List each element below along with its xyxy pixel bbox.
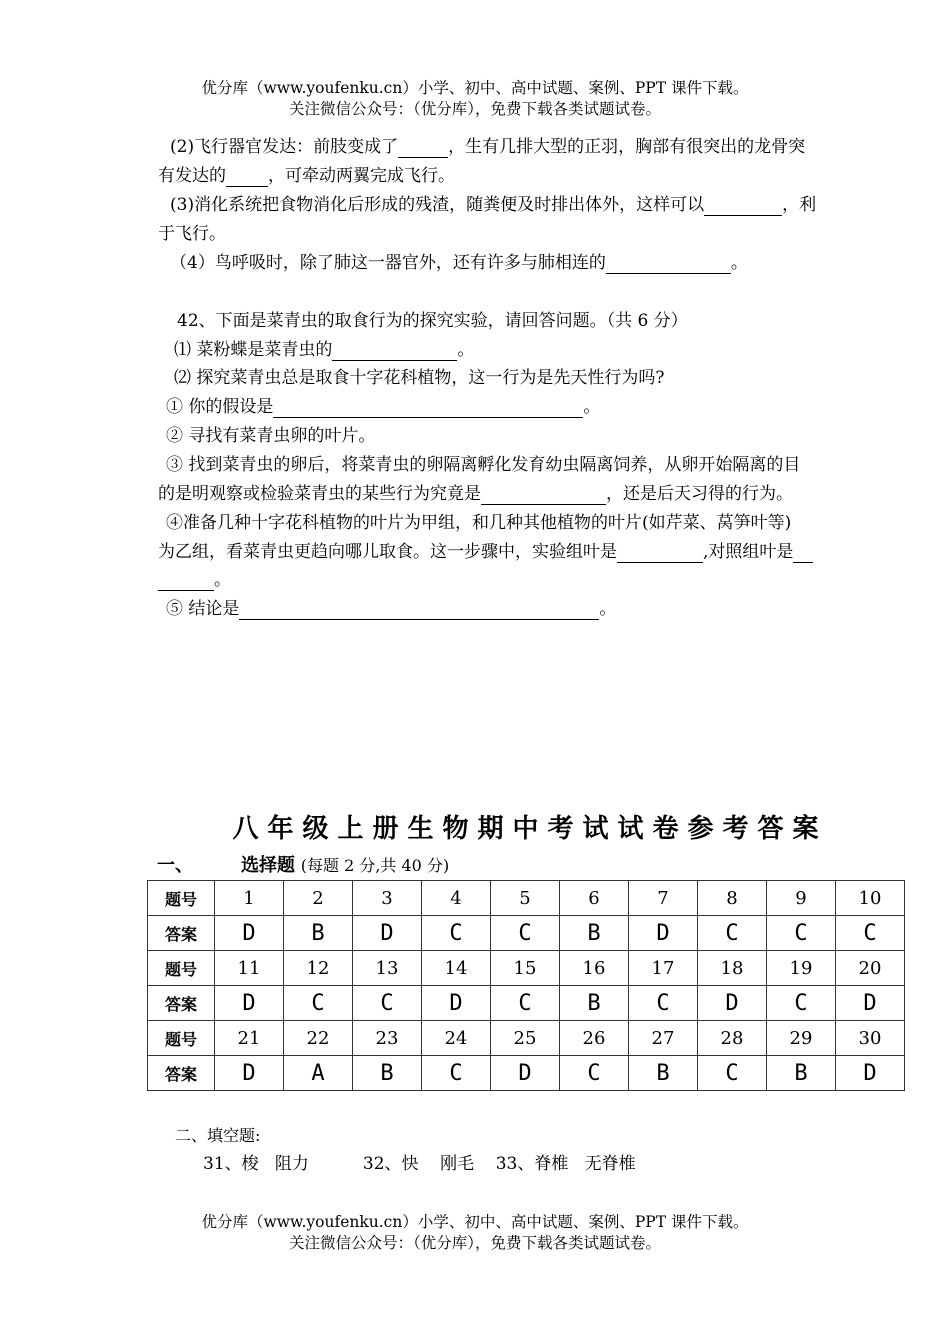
question-number: 18 <box>698 951 767 986</box>
q42-step4-line3: 。 <box>158 569 231 591</box>
q41-part4: （4）鸟呼吸时，除了肺这一器官外，还有许多与肺相连的 。 <box>170 253 748 273</box>
answer-letter: D <box>698 986 767 1021</box>
answer-letter: C <box>284 986 353 1021</box>
blank <box>481 486 606 505</box>
blank <box>704 197 782 216</box>
question-number: 4 <box>422 881 491 916</box>
question-number: 5 <box>491 881 560 916</box>
question-number: 25 <box>491 1021 560 1056</box>
answer-letter: D <box>629 916 698 951</box>
answer-letter: B <box>560 916 629 951</box>
blank <box>793 544 813 563</box>
answer-letter: B <box>353 1056 422 1091</box>
question-number: 3 <box>353 881 422 916</box>
answer-table <box>147 880 905 1091</box>
q42-step5: ⑤ 结论是 。 <box>166 599 617 619</box>
blank <box>239 601 599 620</box>
question-number: 28 <box>698 1021 767 1056</box>
q42-step4-line2: 为乙组，看菜青虫更趋向哪儿取食。这一步骤中，实验组叶是 ,对照组叶是 <box>158 541 813 563</box>
row-label: 题号 <box>148 881 215 916</box>
q42-sub1: ⑴ 菜粉蝶是菜青虫的 。 <box>174 340 475 360</box>
question-number: 13 <box>353 951 422 986</box>
answer-letter: C <box>836 916 905 951</box>
answer-letter: C <box>353 986 422 1021</box>
q42-step3-line1: ③ 找到菜青虫的卵后，将菜青虫的卵隔离孵化发育幼虫隔离饲养，从卵开始隔离的目 <box>166 455 801 475</box>
blank <box>158 572 214 591</box>
question-number: 2 <box>284 881 353 916</box>
answer-letter: C <box>491 986 560 1021</box>
question-number: 16 <box>560 951 629 986</box>
table-row <box>148 986 905 1021</box>
q42-step1: ① 你的假设是 。 <box>166 397 601 417</box>
question-number: 19 <box>767 951 836 986</box>
answer-letter: C <box>491 916 560 951</box>
answer-letter: D <box>422 986 491 1021</box>
answer-letter: B <box>767 1056 836 1091</box>
question-number: 27 <box>629 1021 698 1056</box>
blank <box>332 342 457 361</box>
table-row <box>148 951 905 986</box>
answer-letter: D <box>215 1056 284 1091</box>
answer-letter: C <box>767 916 836 951</box>
table-row <box>148 881 905 916</box>
blank <box>617 544 703 563</box>
blank <box>226 168 268 187</box>
question-number: 23 <box>353 1021 422 1056</box>
site-header-line1: 优分库（www.youfenku.cn）小学、初中、高中试题、案例、PPT 课件下载。 <box>201 79 749 97</box>
q42-step3-line2: 的是明观察或检验菜青虫的某些行为究竟是 ，还是后天习得的行为。 <box>158 484 793 504</box>
question-number: 24 <box>422 1021 491 1056</box>
q42-step4-line1: ④准备几种十字花科植物的叶片为甲组，和几种其他植物的叶片(如芹菜、莴笋叶等) <box>166 513 792 533</box>
q42-sub2: ⑵ 探究菜青虫总是取食十字花科植物，这一行为是先天性行为吗? <box>174 368 665 388</box>
question-number: 15 <box>491 951 560 986</box>
fill-answers: 31、梭 阻力 32、快 刚毛 33、脊椎 无脊椎 <box>203 1154 636 1174</box>
section2-heading: 二、填空题: <box>175 1126 261 1145</box>
question-number: 12 <box>284 951 353 986</box>
answer-letter: C <box>698 1056 767 1091</box>
answer-letter: B <box>629 1056 698 1091</box>
row-label: 答案 <box>148 1056 215 1091</box>
answer-letter: D <box>215 916 284 951</box>
answer-letter: A <box>284 1056 353 1091</box>
answer-letter: D <box>353 916 422 951</box>
site-footer-line1: 优分库（www.youfenku.cn）小学、初中、高中试题、案例、PPT 课件下载。 <box>201 1213 749 1231</box>
answer-letter: C <box>560 1056 629 1091</box>
row-label: 答案 <box>148 986 215 1021</box>
question-number: 17 <box>629 951 698 986</box>
answer-letter: D <box>836 986 905 1021</box>
question-number: 10 <box>836 881 905 916</box>
q41-part2-line2: 有发达的 ，可牵动两翼完成飞行。 <box>158 166 455 186</box>
answer-letter: D <box>215 986 284 1021</box>
site-header-line2: 关注微信公众号：（优分库），免费下载各类试题试卷。 <box>288 100 661 118</box>
question-number: 7 <box>629 881 698 916</box>
question-number: 22 <box>284 1021 353 1056</box>
question-number: 30 <box>836 1021 905 1056</box>
answer-letter: C <box>629 986 698 1021</box>
row-label: 题号 <box>148 1021 215 1056</box>
answer-letter: B <box>284 916 353 951</box>
blank <box>273 399 583 418</box>
table-row <box>148 1056 905 1091</box>
question-number: 11 <box>215 951 284 986</box>
answer-letter: D <box>491 1056 560 1091</box>
question-number: 26 <box>560 1021 629 1056</box>
q42-step2: ② 寻找有菜青虫卵的叶片。 <box>166 426 376 446</box>
answer-letter: C <box>767 986 836 1021</box>
answer-letter: C <box>422 1056 491 1091</box>
answer-key-title: 八年级上册生物期中考试试卷参考答案 <box>232 814 828 844</box>
section1-heading: 一、 选择题 (每题 2 分,共 40 分) <box>157 855 450 876</box>
blank <box>606 255 731 274</box>
table-row <box>148 1021 905 1056</box>
site-footer-line2: 关注微信公众号：（优分库），免费下载各类试题试卷。 <box>288 1234 661 1252</box>
question-number: 1 <box>215 881 284 916</box>
blank <box>398 139 448 158</box>
q41-part3-line2: 于飞行。 <box>158 224 226 244</box>
question-number: 20 <box>836 951 905 986</box>
q42-stem: 42、下面是菜青虫的取食行为的探究实验，请回答问题。（共 6 分） <box>177 311 688 331</box>
table-row <box>148 916 905 951</box>
answer-letter: B <box>560 986 629 1021</box>
row-label: 答案 <box>148 916 215 951</box>
question-number: 21 <box>215 1021 284 1056</box>
answer-letter: C <box>422 916 491 951</box>
question-number: 6 <box>560 881 629 916</box>
answer-letter: C <box>698 916 767 951</box>
row-label: 题号 <box>148 951 215 986</box>
question-number: 29 <box>767 1021 836 1056</box>
q41-part3-line1: (3)消化系统把食物消化后形成的残渣，随粪便及时排出体外，这样可以 ，利 <box>170 195 817 215</box>
q41-part2-line1: (2)飞行器官发达：前肢变成了 ，生有几排大型的正羽，胸部有很突出的龙骨突 <box>170 137 806 157</box>
question-number: 8 <box>698 881 767 916</box>
question-number: 14 <box>422 951 491 986</box>
answer-letter: D <box>836 1056 905 1091</box>
question-number: 9 <box>767 881 836 916</box>
